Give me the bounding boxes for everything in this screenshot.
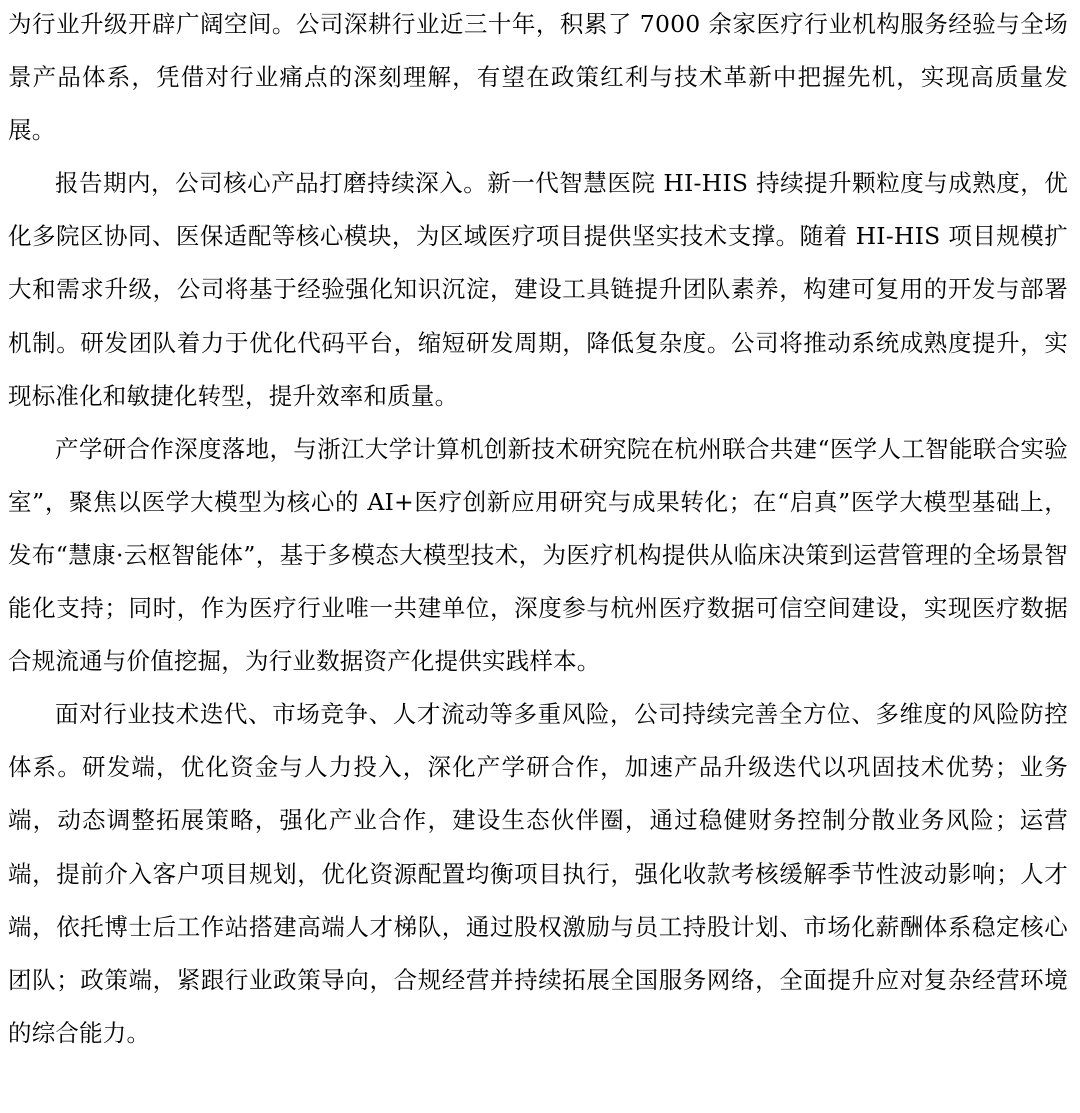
paragraph-core-products: 报告期内，公司核心产品打磨持续深入。新一代智慧医院 HI-HIS 持续提升颗粒度与成熟度，优化多院区协同、医保适配等核心模块，为区域医疗项目提供坚实技术支撑。随着 HI-HIS 项目规模扩大和需求升级，公司将基于经验强化知识沉淀，建设工具链提升团队素养，构建可复用的开发与部署机制。研发团队着力于优化代码平台，缩短研发周期，降低复杂度。公司将推动系统成熟度提升，实现标准化和敏捷化转型，提升效率和质量。 bbox=[8, 169, 1068, 410]
paragraph-industry-academia-research: 产学研合作深度落地，与浙江大学计算机创新技术研究院在杭州联合共建“医学人工智能联合实验室”，聚焦以医学大模型为核心的 AI+医疗创新应用研究与成果转化；在“启真”医学大模型基础上，发布“慧康·云枢智能体”，基于多模态大模型技术，为医疗机构提供从临床决策到运营管理的全场景智能化支持；同时，作为医疗行业唯一共建单位，深度参与杭州医疗数据可信空间建设，实现医疗数据合规流通与价值挖掘，为行业数据资产化提供实践样本。 bbox=[8, 434, 1068, 676]
paragraph-risk-control: 面对行业技术迭代、市场竞争、人才流动等多重风险，公司持续完善全方位、多维度的风险防控体系。研发端，优化资金与人力投入，深化产学研合作，加速产品升级迭代以巩固技术优势；业务端，动态调整拓展策略，强化产业合作，建设生态伙伴圈，通过稳健财务控制分散业务风险；运营端，提前介入客户项目规划，优化资源配置均衡项目执行，强化收款考核缓解季节性波动影响；人才端，依托博士后工作站搭建高端人才梯队，通过股权激励与员工持股计划、市场化薪酬体系稳定核心团队；政策端，紧跟行业政策导向，合规经营并持续拓展全国服务网络，全面提升应对复杂经营环境的综合能力。 bbox=[8, 700, 1068, 1047]
paragraph-industry-outlook: 为行业升级开辟广阔空间。公司深耕行业近三十年，积累了 7000 余家医疗行业机构服务经验与全场景产品体系，凭借对行业痛点的深刻理解，有望在政策红利与技术革新中把握先机，实现高质量发展。 bbox=[8, 10, 1068, 145]
